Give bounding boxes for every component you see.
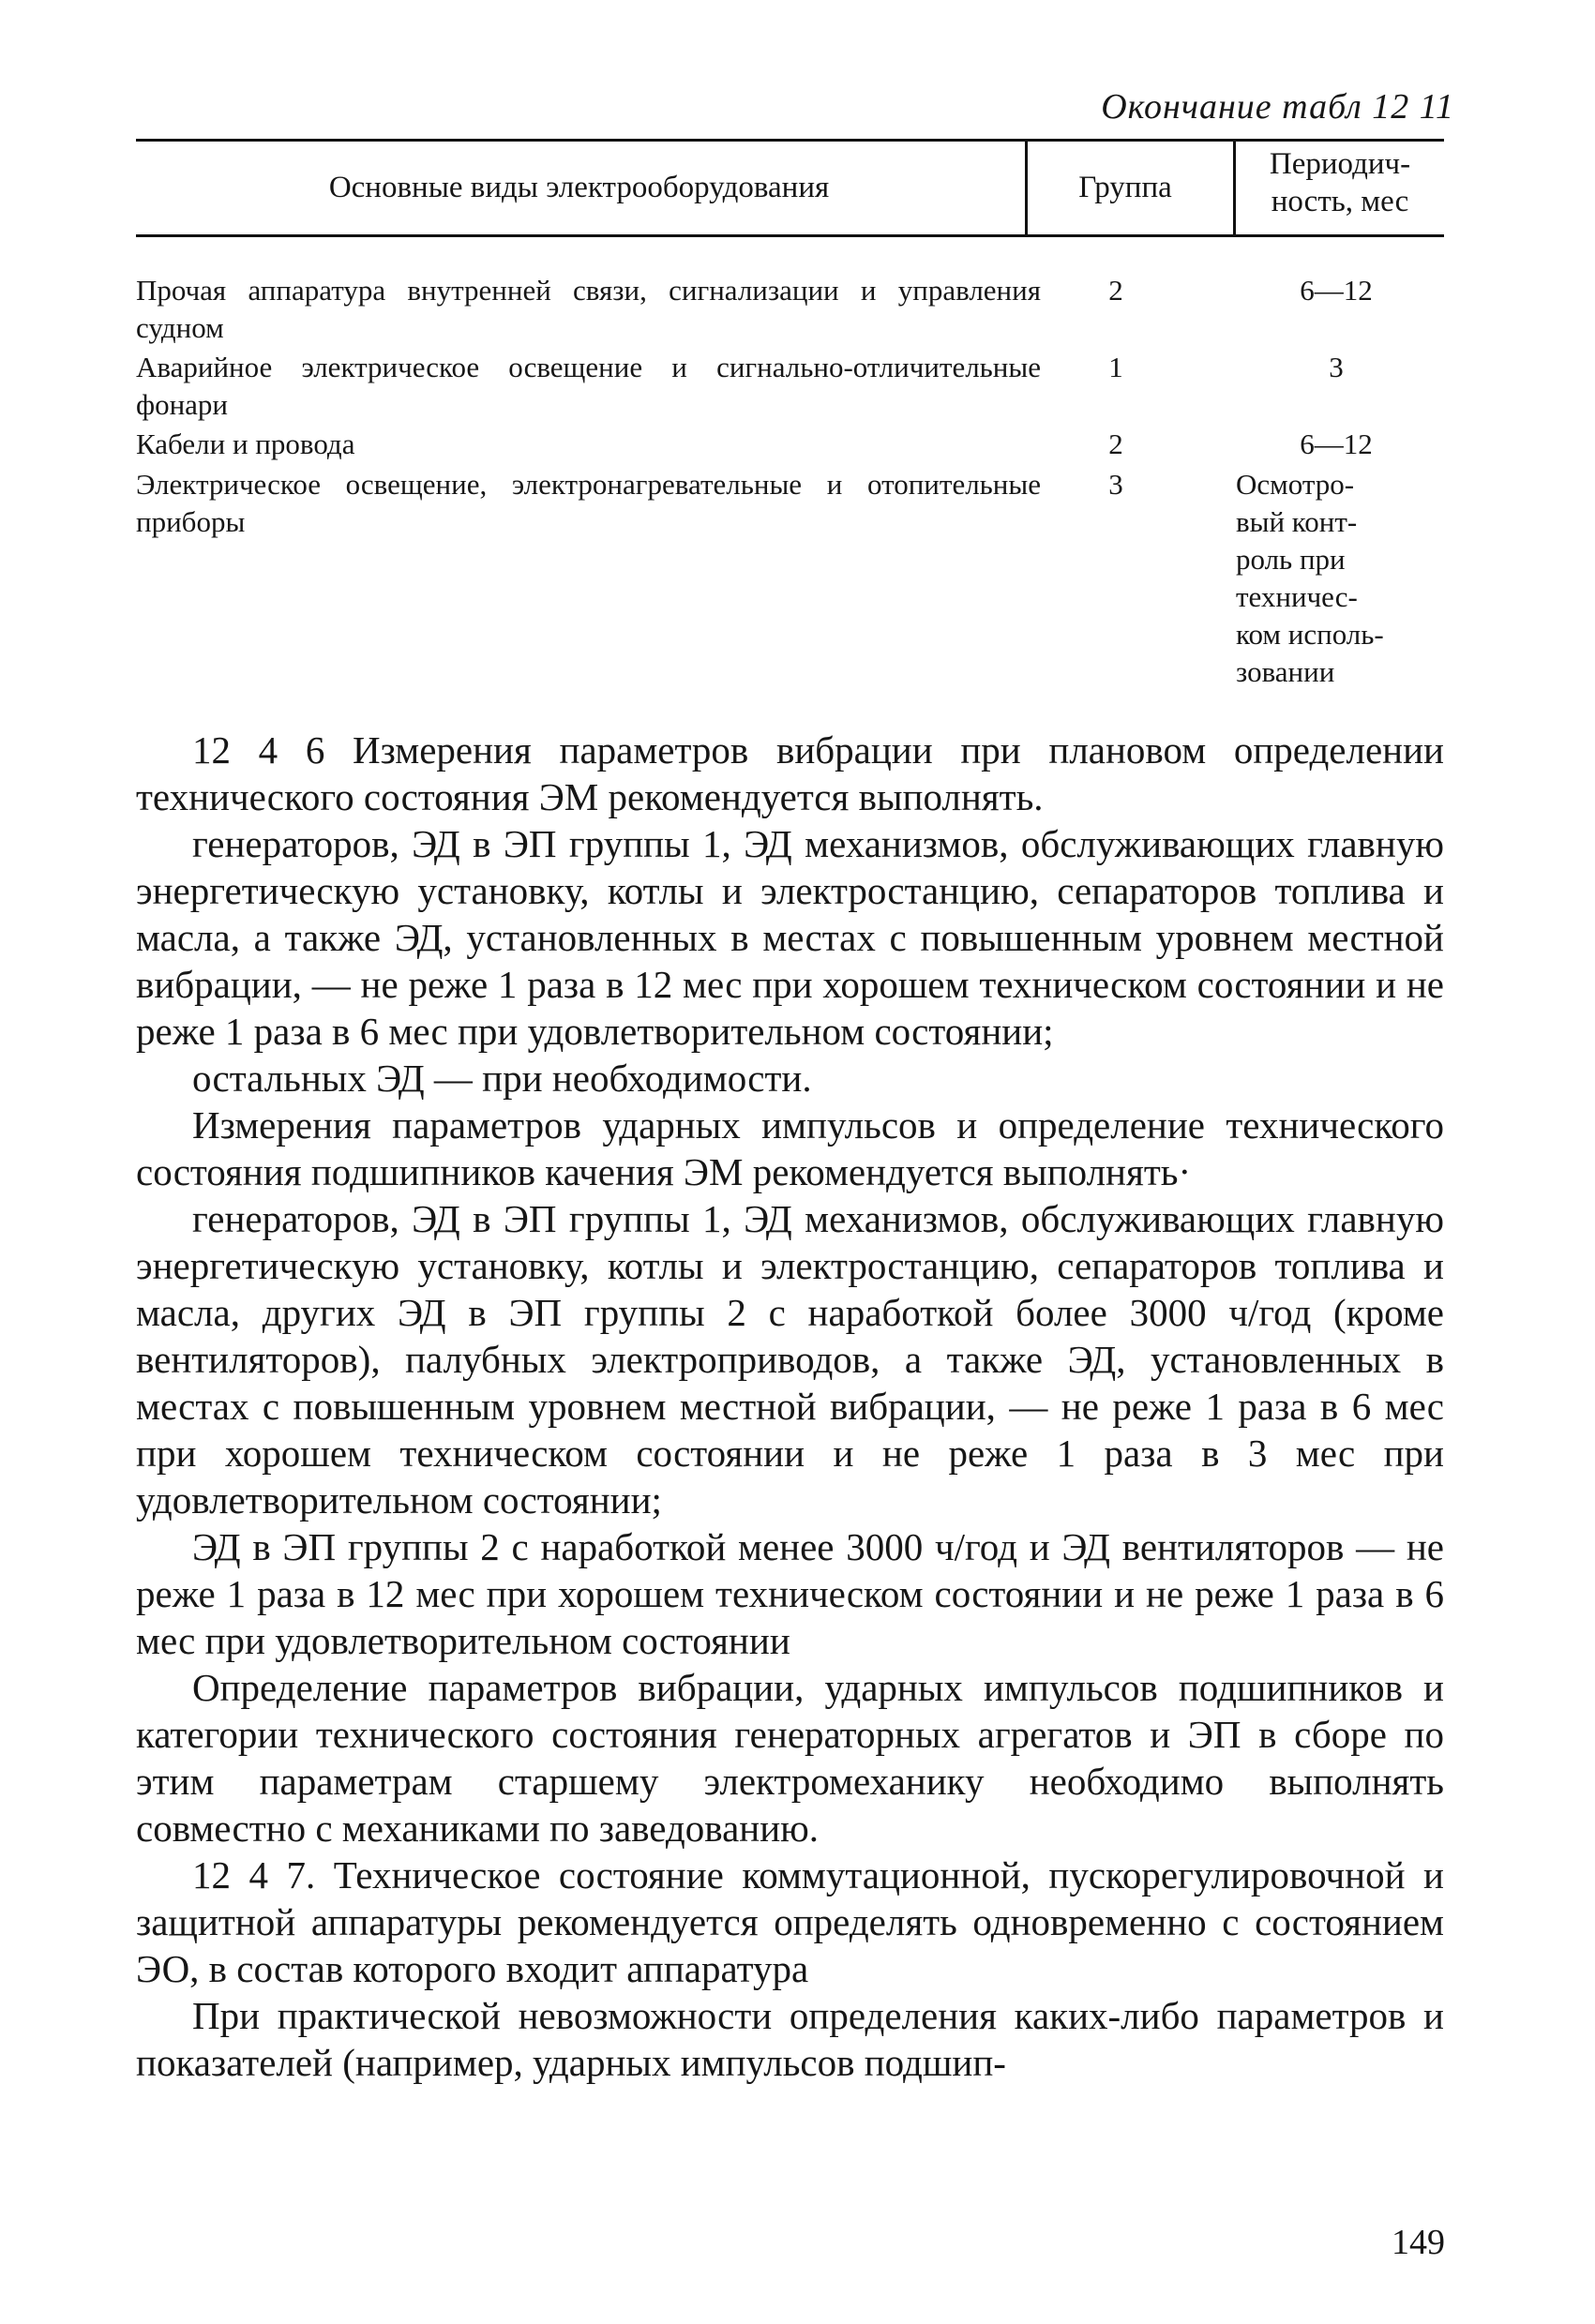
paragraph: Определение параметров вибрации, ударных импульсов подшипников и категории технического состояния генераторных агрегатов и ЭП в сборе по этим параметрам старшему электромеханику необходимо выполнять совместно с механиками по заведованию. <box>136 1666 1444 1850</box>
table-header-equipment: Основные виды электрооборудования <box>328 171 830 204</box>
table-header-group: Группа <box>1078 171 1172 204</box>
table-cell-group: 2 <box>1108 274 1123 307</box>
table-header-rule <box>136 234 1444 237</box>
paragraph: Измерения параметров ударных импульсов и определение технического состояния подшипников качения ЭМ рекомендуется выполнять· <box>136 1103 1444 1193</box>
body-text <box>136 727 1444 2086</box>
table-cell-equipment: Прочая аппаратура внутренней связи, сигнализации и управления судном <box>136 274 1041 344</box>
table-cell-equipment: Электрическое освещение, электронагревательные и отопительные приборы <box>136 468 1041 538</box>
table-caption: Окончание табл 12 11 <box>1101 87 1454 127</box>
table-cell-equipment: Кабели и провода <box>136 427 355 460</box>
table-cell-period: 6—12 <box>1300 274 1373 307</box>
paragraph: генераторов, ЭД в ЭП группы 1, ЭД механизмов, обслуживающих главную энергетическую установку, котлы и электростанцию, сепараторов топлива и масла, а также ЭД, установленных в местах с повышенным уровнем местной вибрации, — не реже 1 раза в 12 мес при хорошем техническом состоянии и не реже 1 раза в 6 мес при удовлетворительном состоянии; <box>136 822 1444 1053</box>
table-top-rule <box>136 139 1444 142</box>
table-cell-period: 3 <box>1329 351 1344 383</box>
page-number: 149 <box>1392 2223 1445 2262</box>
table-cell-equipment: Аварийное электрическое освещение и сигнально-отличительные фонари <box>136 351 1041 421</box>
table-cell-period: Осмотро- вый конт- роль при техничес- ком исполь- зовании <box>1236 468 1384 688</box>
table-cell-group: 3 <box>1108 468 1123 501</box>
table-header-period: Периодич- ность, мес <box>1269 147 1411 218</box>
table-cell-group: 1 <box>1108 351 1123 383</box>
paragraph: ЭД в ЭП группы 2 с наработкой менее 3000 ч/год и ЭД вентиляторов — не реже 1 раза в 12 мес при хорошем техническом состоянии и не реже 1 раза в 6 мес при удовлетворительном состоянии <box>136 1525 1444 1662</box>
paragraph: 12 4 7. Техническое состояние коммутационной, пускорегулировочной и защитной аппаратуры рекомендуется определять одновременно с состоянием ЭО, в состав которого входит аппаратура <box>136 1853 1444 1990</box>
paragraph: остальных ЭД — при необходимости. <box>192 1057 812 1100</box>
paragraph: генераторов, ЭД в ЭП группы 1, ЭД механизмов, обслуживающих главную энергетическую установку, котлы и электростанцию, сепараторов топлива и масла, других ЭД в ЭП группы 2 с наработкой более 3000 ч/год (кроме вентиляторов), палубных электроприводов, а также ЭД, установленных в местах с повышенным уровнем местной вибрации, — не реже 1 раза в 6 мес при хорошем техническом состоянии и не реже 1 раза в 3 мес при удовлетворительном состоянии; <box>136 1197 1444 1522</box>
table-cell-group: 2 <box>1108 427 1123 460</box>
paragraph: При практической невозможности определения каких-либо параметров и показателей (например, ударных импульсов подшип- <box>136 1994 1444 2084</box>
paragraph: 12 4 6 Измерения параметров вибрации при плановом определении технического состояния ЭМ рекомендуется выполнять. <box>136 728 1444 818</box>
table-cell-period: 6—12 <box>1300 427 1373 460</box>
